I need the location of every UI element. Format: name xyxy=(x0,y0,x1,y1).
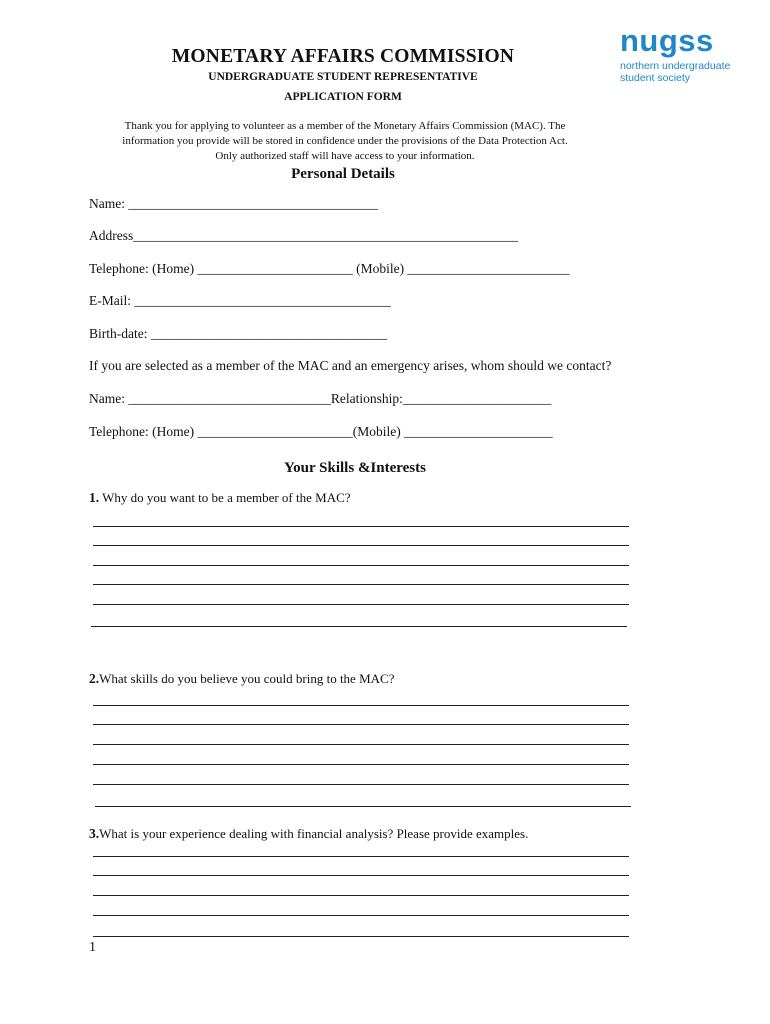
logo-tagline-1: northern undergraduate xyxy=(620,60,731,72)
question-3-number: 3. xyxy=(89,826,100,841)
form-subtitle-2: APPLICATION FORM xyxy=(284,91,402,103)
emergency-telephone-field[interactable]: Telephone: (Home) _______________________(Mobile) ______________________ xyxy=(89,424,553,439)
answer-2-line[interactable] xyxy=(95,806,631,807)
page-number: 1 xyxy=(89,940,96,955)
answer-3-line[interactable] xyxy=(93,915,629,916)
emergency-contact-name-field[interactable]: Name: ______________________________Relationship:______________________ xyxy=(89,391,552,406)
form-title: MONETARY AFFAIRS COMMISSION xyxy=(171,46,515,67)
intro-line-1: Thank you for applying to volunteer as a member of the Monetary Affairs Commission (MAC). The xyxy=(124,120,566,132)
question-1 xyxy=(89,490,351,506)
personal-details-heading: Personal Details xyxy=(291,166,395,182)
question-3-text: What is your experience dealing with financial analysis? Please provide examples. xyxy=(99,826,529,841)
answer-1-line[interactable] xyxy=(93,545,629,546)
intro-line-3: Only authorized staff will have access to your information. xyxy=(215,150,475,162)
question-1-text: Why do you want to be a member of the MAC? xyxy=(102,490,351,505)
answer-1-line[interactable] xyxy=(93,526,629,527)
question-2 xyxy=(89,671,394,687)
telephone-field[interactable]: Telephone: (Home) _______________________ (Mobile) ________________________ xyxy=(89,261,570,276)
answer-2-line[interactable] xyxy=(93,764,629,765)
emergency-question: If you are selected as a member of the MAC and an emergency arises, whom should we contact? xyxy=(89,358,612,373)
question-2-number: 2. xyxy=(89,671,100,686)
answer-2-line[interactable] xyxy=(93,705,629,706)
answer-3-line[interactable] xyxy=(93,856,629,857)
answer-3-line[interactable] xyxy=(93,936,629,937)
question-1-number: 1. xyxy=(89,490,100,505)
email-field[interactable]: E-Mail: ______________________________________ xyxy=(89,293,391,308)
answer-1-line[interactable] xyxy=(93,604,629,605)
question-3 xyxy=(89,826,528,842)
answer-3-line[interactable] xyxy=(93,875,629,876)
name-field[interactable]: Name: _____________________________________ xyxy=(89,196,379,211)
answer-1-line[interactable] xyxy=(91,626,627,627)
answer-1-line[interactable] xyxy=(93,565,629,566)
intro-paragraph xyxy=(0,119,690,164)
answer-2-line[interactable] xyxy=(93,784,629,785)
form-subtitle-1: UNDERGRADUATE STUDENT REPRESENTATIVE xyxy=(208,71,478,83)
logo-tagline-2: student society xyxy=(620,72,691,84)
answer-3-line[interactable] xyxy=(93,895,629,896)
answer-1-line[interactable] xyxy=(93,584,629,585)
logo-wordmark: nugss xyxy=(620,23,714,58)
question-2-text: What skills do you believe you could bring to the MAC? xyxy=(99,671,395,686)
intro-line-2: information you provide will be stored in confidence under the provisions of the Data Protection Act. xyxy=(122,135,568,147)
birthdate-field[interactable]: Birth-date: ___________________________________ xyxy=(89,326,388,341)
answer-2-line[interactable] xyxy=(93,744,629,745)
skills-heading: Your Skills &Interests xyxy=(284,460,426,476)
answer-2-line[interactable] xyxy=(93,724,629,725)
address-field[interactable]: Address_________________________________________________________ xyxy=(89,228,518,243)
